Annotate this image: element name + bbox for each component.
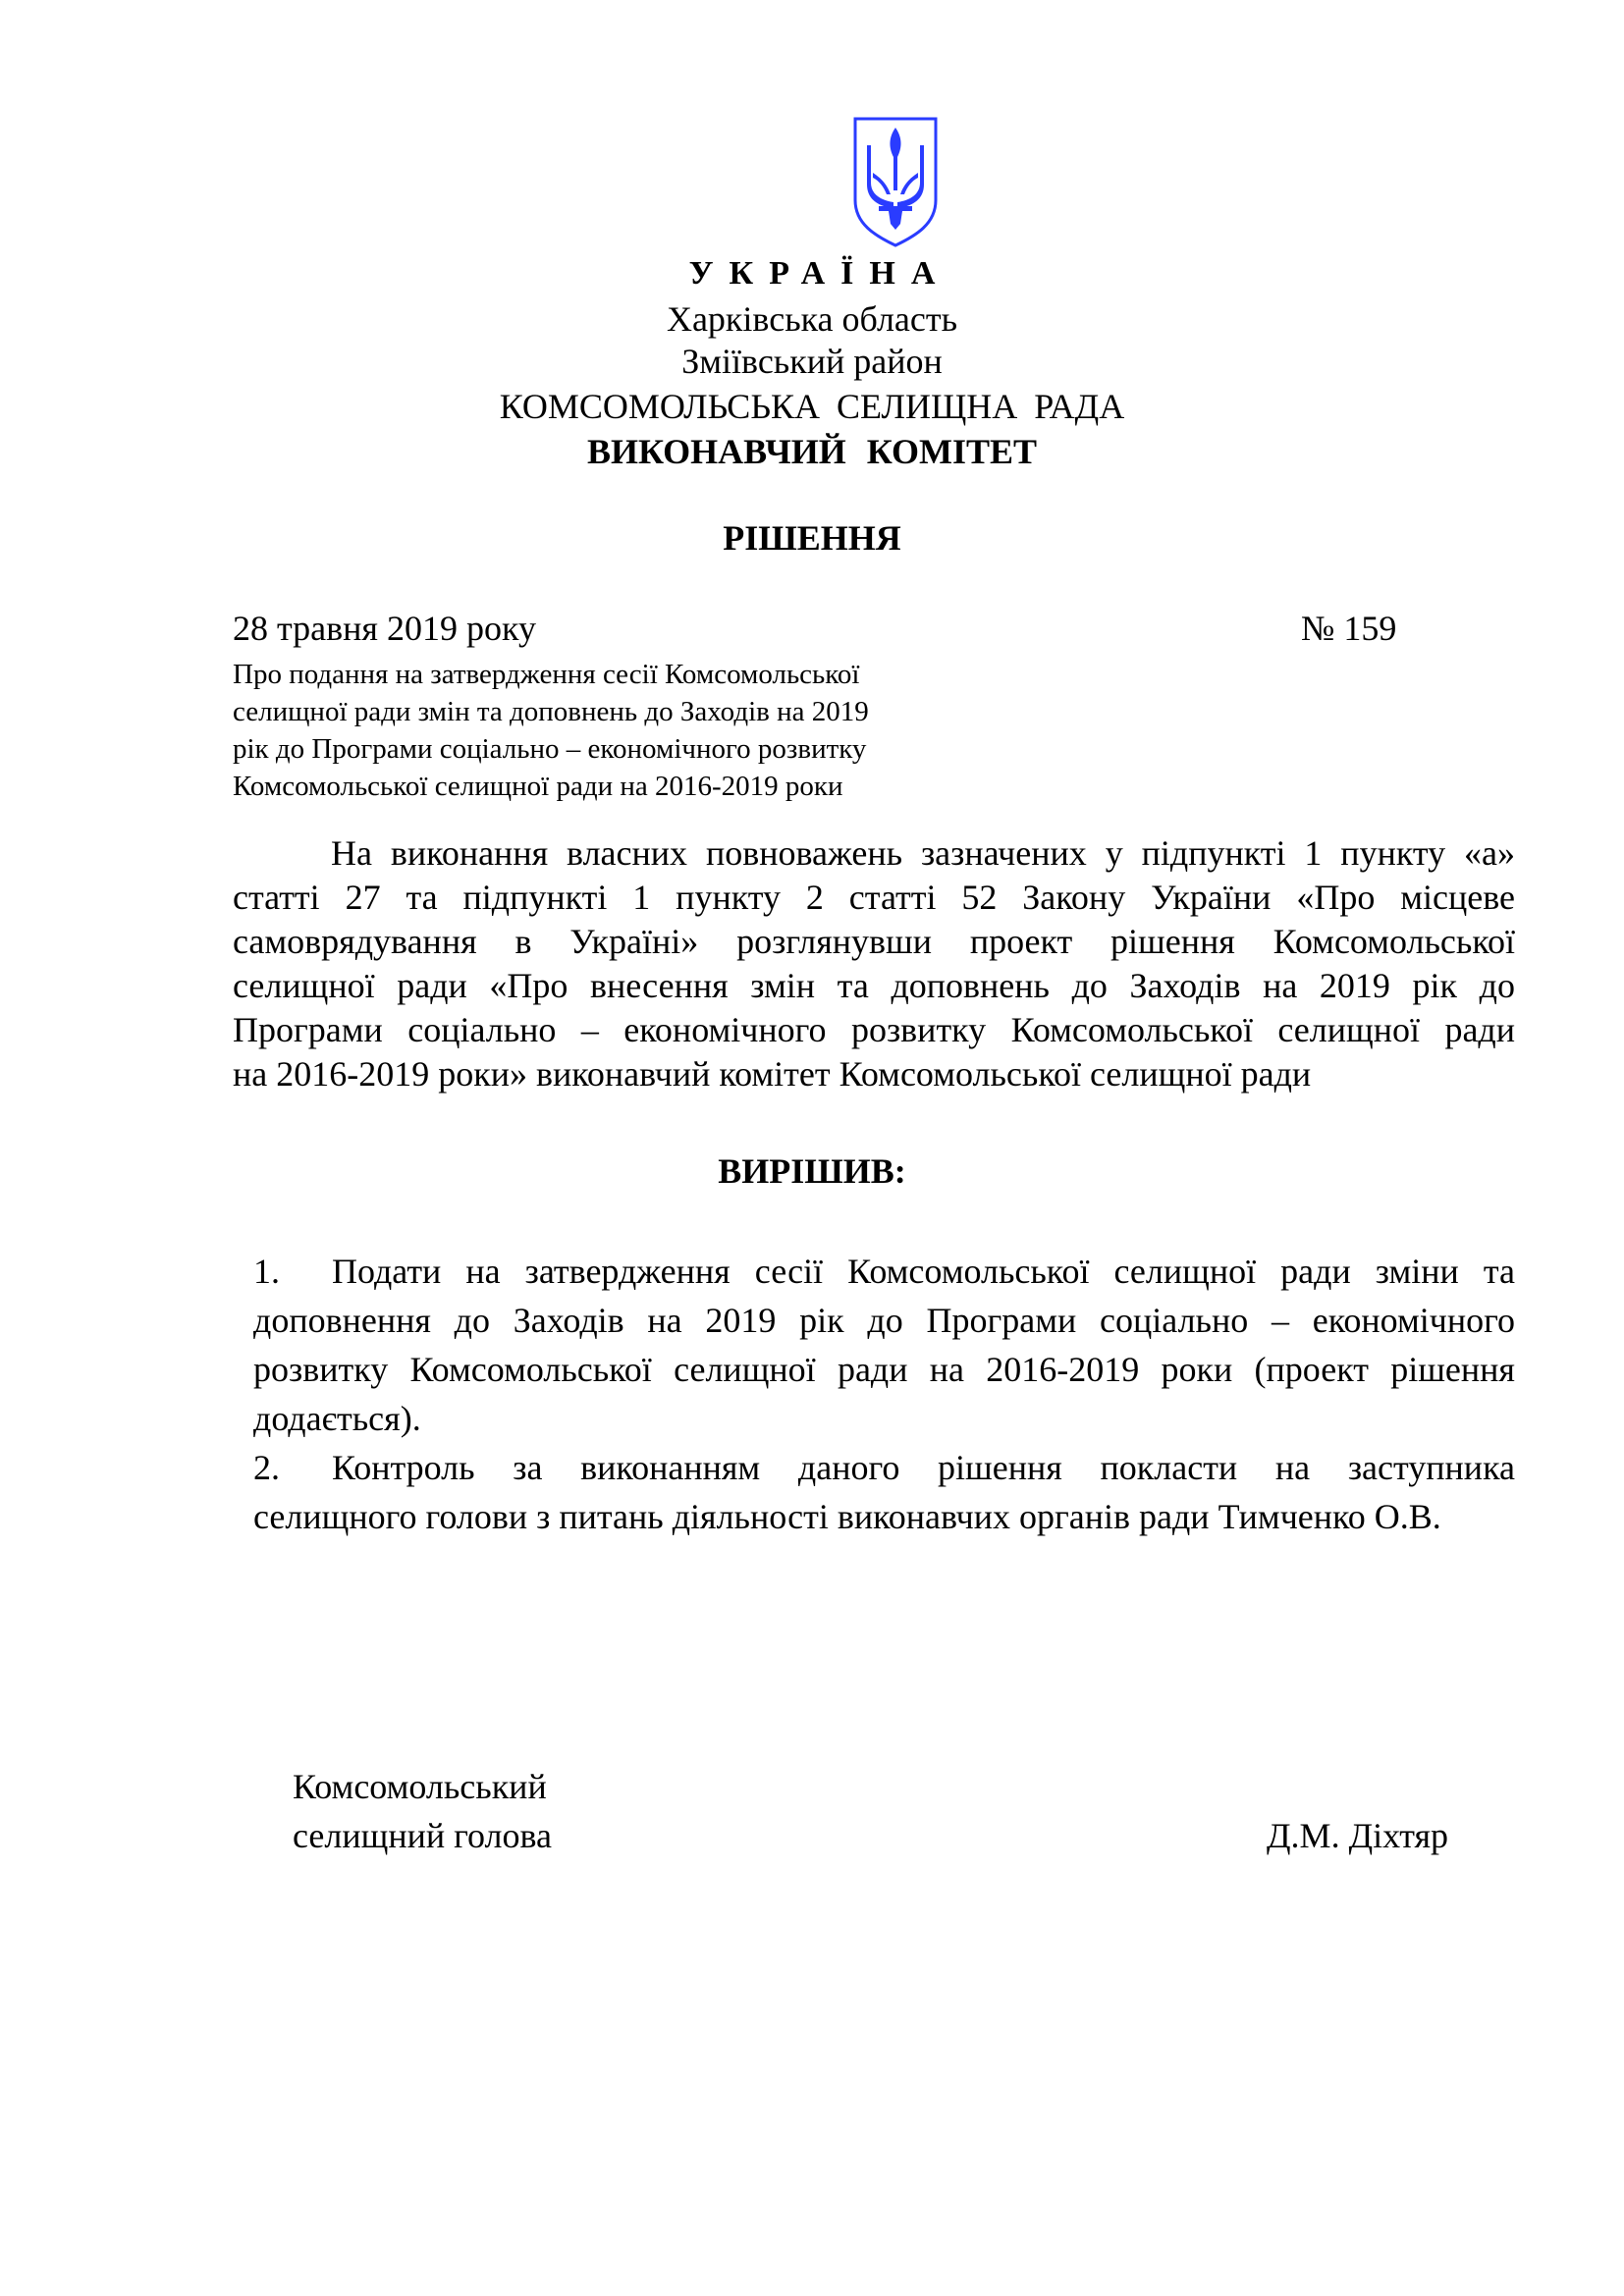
decided-heading: ВИРІШИВ:	[718, 1151, 906, 1191]
subject-line: Комсомольської селищної ради на 2016-2019 роки	[233, 771, 843, 802]
decision-date: 28 травня 2019 року	[233, 609, 536, 648]
preamble-line: Програми соціально – економічного розвитку Комсомольської селищної ради	[233, 1010, 1515, 1049]
preamble-line: статті 27 та підпункті 1 пункту 2 статті 52 Закону України «Про місцеве	[233, 878, 1515, 917]
position-line: Комсомольський	[293, 1767, 547, 1806]
preamble-paragraph	[233, 831, 1515, 1096]
preamble-line: селищної ради «Про внесення змін та доповнень до Заходів на 2019 рік до	[233, 966, 1515, 1005]
council-name: КОМСОМОЛЬСЬКА СЕЛИЩНА РАДА	[499, 387, 1125, 426]
item-line: селищного голови з питань діяльності виконавчих органів ради Тимченко О.В.	[253, 1497, 1441, 1536]
list-item	[253, 1443, 1515, 1492]
item-line: додається).	[253, 1399, 421, 1438]
decision-items	[253, 1247, 1515, 1541]
decision-number: № 159	[1301, 609, 1397, 648]
subject-line: рік до Програми соціально – економічного розвитку	[233, 733, 867, 765]
subject-line: селищної ради змін та доповнень до Заходів на 2019	[233, 696, 869, 727]
country-name: УКРАЇНА	[688, 255, 951, 292]
document-type: РІШЕННЯ	[723, 518, 901, 558]
committee-name: ВИКОНАВЧИЙ КОМІТЕТ	[586, 432, 1038, 471]
signatory-name: Д.М. Діхтяр	[1267, 1816, 1449, 1855]
preamble-line: самоврядування в Україні» розглянувши проект рішення Комсомольської	[233, 922, 1515, 961]
item-line: Подати на затвердження сесії Комсомольської селищної ради зміни та	[332, 1252, 1515, 1291]
rayon-name: Зміївський район	[681, 342, 943, 381]
trident-coat-of-arms-icon	[851, 116, 940, 247]
subject-line: Про подання на затвердження сесії Комсомольської	[233, 659, 860, 690]
item-number: 1.	[253, 1252, 280, 1291]
item-line: Контроль за виконанням даного рішення покласти на заступника	[332, 1448, 1515, 1487]
decision-subject	[233, 656, 869, 805]
position-line: селищний голова	[293, 1816, 553, 1855]
oblast-name: Харківська область	[666, 299, 958, 339]
preamble-line: На виконання власних повноважень зазначених у підпункті 1 пункту «а»	[331, 833, 1515, 873]
item-number: 2.	[253, 1448, 280, 1487]
item-line: доповнення до Заходів на 2019 рік до Програми соціально – економічного	[253, 1301, 1515, 1340]
preamble-line: на 2016-2019 роки» виконавчий комітет Комсомольської селищної ради	[233, 1054, 1312, 1094]
list-item	[253, 1247, 1515, 1296]
item-line: розвитку Комсомольської селищної ради на 2016-2019 роки (проект рішення	[253, 1350, 1515, 1389]
signatory-position	[293, 1762, 552, 1860]
